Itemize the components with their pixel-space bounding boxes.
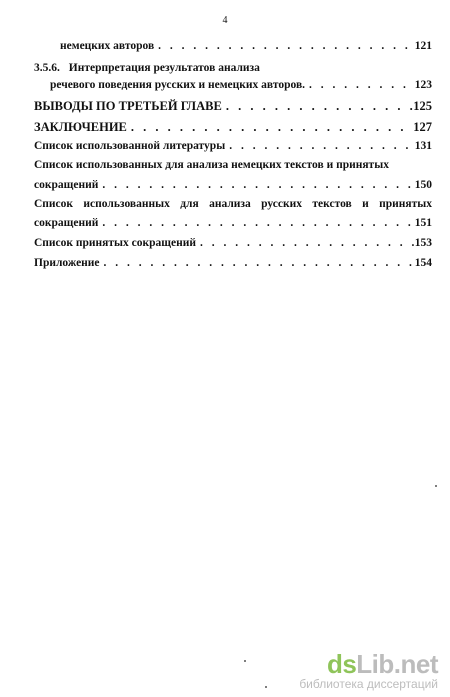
toc-entry-title: Приложение (34, 257, 100, 269)
toc-entry (34, 120, 432, 135)
toc-entry-title: Список использованных для анализа немецких текстов и принятых (34, 159, 389, 171)
scan-speck (435, 485, 437, 487)
dot-leader (102, 179, 414, 191)
watermark-subtitle: библиотека диссертаций (299, 677, 438, 691)
dot-leader (226, 99, 413, 114)
toc-entry-page: 131 (414, 140, 432, 152)
watermark (299, 651, 438, 691)
toc-entry-page: 125 (413, 99, 432, 113)
toc-entry-title: Список использованной литературы (34, 140, 226, 152)
dot-leader (309, 79, 411, 91)
toc-entry (34, 257, 432, 269)
toc-entry-page: 153 (414, 237, 432, 249)
toc-entry (34, 40, 432, 52)
toc-entry-page: 151 (414, 217, 432, 229)
dot-leader (158, 40, 411, 52)
toc-entry-title: сокращений (34, 179, 99, 191)
toc-entry (34, 140, 432, 152)
watermark-logo: dsLib.net (326, 649, 438, 679)
toc-entry (34, 179, 432, 191)
toc-entry-page: 121 (414, 40, 432, 52)
toc-entry (34, 237, 432, 249)
dot-leader (104, 257, 415, 269)
toc-entry-title: Список использованных для анализа русских текстов и принятых (34, 198, 432, 210)
dot-leader (131, 120, 409, 135)
toc-entry-page: 123 (414, 79, 432, 91)
toc-entry-page: 154 (414, 257, 432, 269)
toc-entry-title: ВЫВОДЫ ПО ТРЕТЬЕЙ ГЛАВЕ (34, 99, 222, 113)
toc-entry-page: 127 (413, 120, 432, 134)
toc-entry-title: речевого поведения русских и немецких авторов. (50, 79, 306, 91)
page-number: 4 (222, 15, 228, 26)
toc-entry (34, 159, 432, 171)
toc-entry (34, 62, 432, 74)
dot-leader (102, 217, 410, 229)
toc-entry-title: Интерпретация результатов анализа (68, 62, 260, 74)
toc-entry (34, 79, 432, 91)
dot-leader (229, 140, 411, 152)
toc-entry-title: Список принятых сокращений (34, 237, 196, 249)
toc-entry-page: 150 (414, 179, 432, 191)
toc-entry-title: сокращений (34, 217, 99, 229)
scan-speck (265, 686, 267, 688)
toc-entry-title: ЗАКЛЮЧЕНИЕ (34, 120, 127, 134)
toc-entry-title: немецких авторов (60, 40, 155, 52)
toc-entry-number: 3.5.6. (34, 62, 60, 74)
toc-entry (34, 217, 432, 229)
scan-speck (244, 660, 246, 662)
dot-leader (200, 237, 415, 249)
toc-entry (34, 198, 432, 210)
toc-entry (34, 99, 432, 114)
